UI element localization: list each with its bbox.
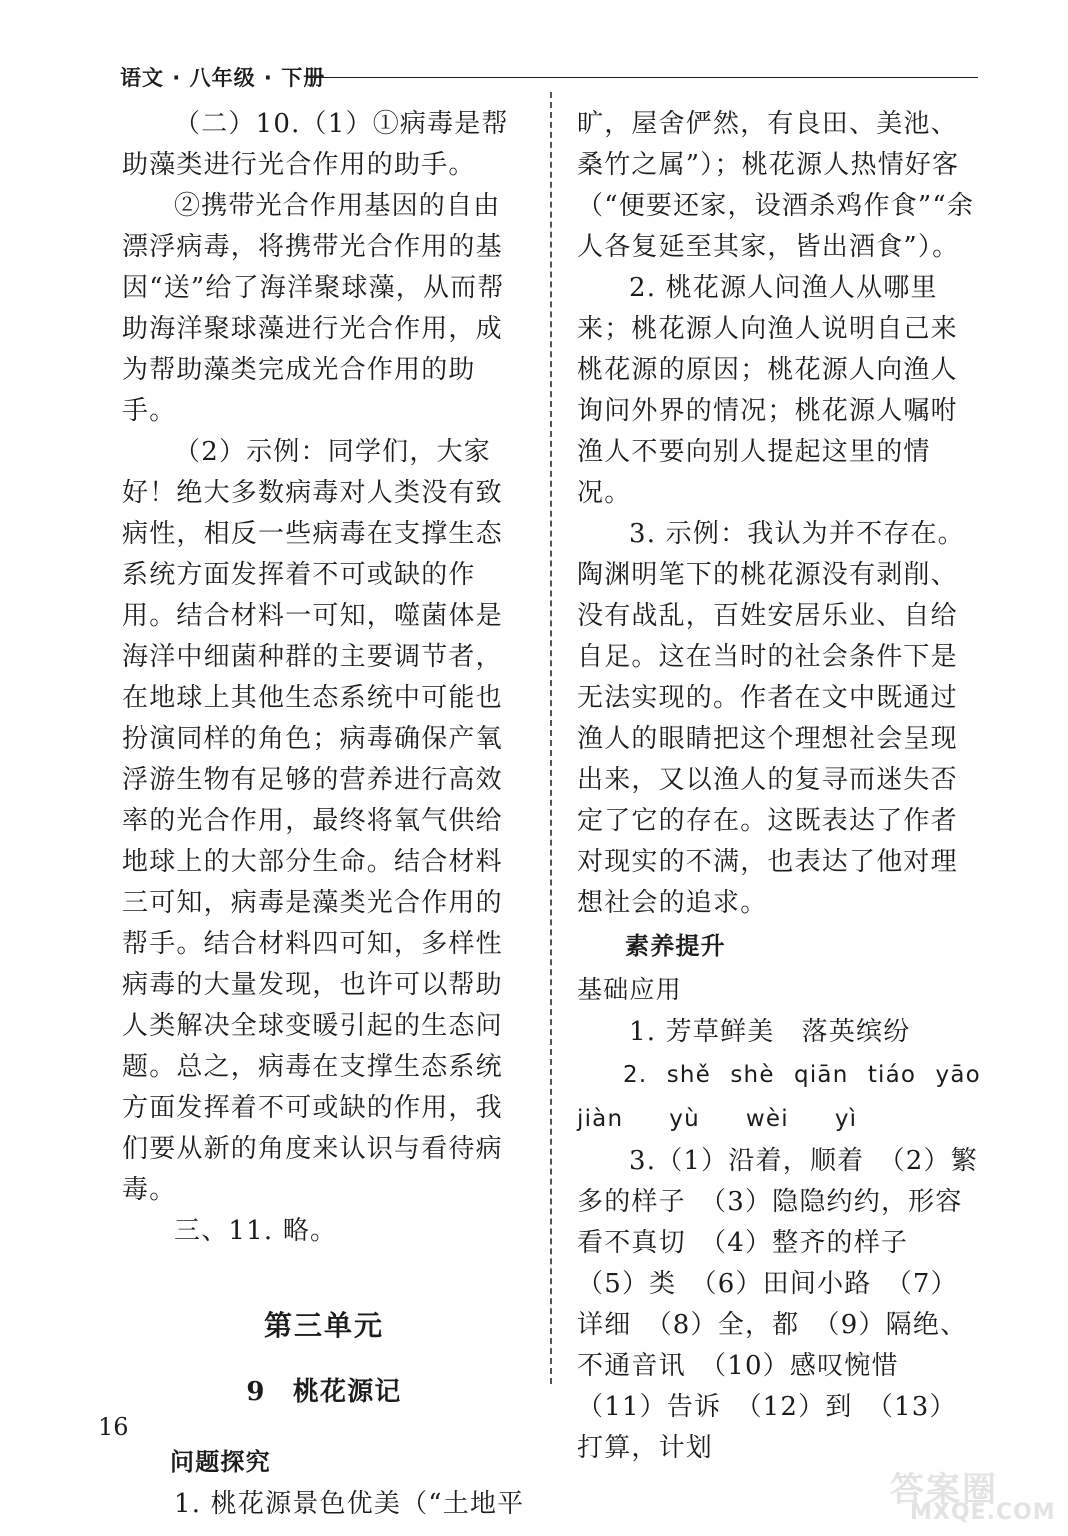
header-rule bbox=[308, 77, 978, 78]
basic-answer-1: 1. 芳草鲜美 落英缤纷 bbox=[629, 1017, 911, 1047]
basic-answer-2-label: 2. bbox=[623, 1062, 648, 1088]
watermark-logo bbox=[884, 1462, 1054, 1528]
answer-10-2: （2）示例：同学们，大家好！绝大多数病毒对人类没有致病性，相反一些病毒在支撑生态系统方面发挥着不可或缺的作用。结合材料一可知，噬菌体是海洋中细菌种群的主要调节者，在地球上其他生态系统中可能也扮演同样的角色；病毒确保产氧浮游生物有足够的营养进行高效率的光合作用，最终将氧气供给地球上的大部分生命。结合材料三可知，病毒是藻类光合作用的帮手。结合材料四可知，多样性病毒的大量发现，也许可以帮助人类解决全球变暖引起的生态问题。总之，病毒在支撑生态系统方面发挥着不可或缺的作用，我们要从新的角度来认识与看待病毒。 bbox=[122, 437, 503, 1205]
right-column bbox=[577, 104, 981, 1469]
pinyin-item: yāo bbox=[935, 1062, 981, 1088]
pinyin-row-2 bbox=[577, 1097, 981, 1141]
answer-10-1: （二）10.（1）①病毒是帮助藻类进行光合作用的助手。 bbox=[122, 109, 509, 180]
watermark-url: MXQE.COM bbox=[910, 1500, 1056, 1525]
answer-11: 三、11. 略。 bbox=[174, 1216, 338, 1246]
answer-1-start: 1. 桃花源景色优美（“土地平 bbox=[174, 1489, 525, 1519]
page-number: 16 bbox=[98, 1413, 129, 1441]
pinyin-item: tiáo bbox=[867, 1062, 917, 1088]
pinyin-item: yù bbox=[669, 1106, 700, 1132]
section-heading-suyang-tisheng: 素养提升 bbox=[625, 932, 726, 960]
pinyin-item: shě bbox=[666, 1062, 712, 1088]
answer-2: 2. 桃花源人问渔人从哪里来；桃花源人向渔人说明自己来桃花源的原因；桃花源人向渔人询问外界的情况；桃花源人嘱咐渔人不要向别人提起这里的情况。 bbox=[577, 273, 958, 508]
unit-title: 第三单元 bbox=[263, 1309, 384, 1342]
pinyin-item: wèi bbox=[745, 1106, 789, 1132]
basic-answer-3: 3.（1）沿着，顺着 （2）繁多的样子 （3）隐隐约约，形容看不真切 （4）整齐的样子 （5）类 （6）田间小路 （7）详细 （8）全，都 （9）隔绝、不通音讯 （10）感叹惋惜 （11）告诉 （12）到 （13）打算，计划 bbox=[577, 1146, 978, 1463]
lesson-title: 9 桃花源记 bbox=[246, 1377, 402, 1407]
pinyin-row-1 bbox=[577, 1053, 981, 1097]
watermark-text: 答案圈 bbox=[890, 1470, 998, 1510]
pinyin-item: jiàn bbox=[577, 1106, 624, 1132]
running-head: 语文 · 八年级 · 下册 bbox=[120, 66, 326, 90]
answer-10-1-b: ②携带光合作用基因的自由漂浮病毒，将携带光合作用的基因“送”给了海洋聚球藻，从而帮助海洋聚球藻进行光合作用，成为帮助藻类完成光合作用的助手。 bbox=[122, 191, 505, 426]
answer-3: 3. 示例：我认为并不存在。陶渊明笔下的桃花源没有剥削、没有战乱，百姓安居乐业、自给自足。这在当时的社会条件下是无法实现的。作者在文中既通过渔人的眼睛把这个理想社会呈现出来，又以渔人的复寻而迷失否定了它的存在。这既表达了作者对现实的不满，也表达了他对理想社会的追求。 bbox=[577, 519, 965, 918]
section-heading-wenti-tanjiu: 问题探究 bbox=[170, 1448, 271, 1476]
left-column bbox=[122, 104, 526, 1525]
column-divider bbox=[550, 92, 552, 1384]
pinyin-item: shè bbox=[730, 1062, 775, 1088]
pinyin-item: qiān bbox=[794, 1062, 849, 1088]
sub-heading-jichu-yingyong: 基础应用 bbox=[577, 975, 682, 1004]
pinyin-item: yì bbox=[834, 1106, 858, 1132]
answer-1-continued: 旷，屋舍俨然，有良田、美池、桑竹之属”）；桃花源人热情好客（“便要还家，设酒杀鸡作食”“余人各复延至其家，皆出酒食”）。 bbox=[577, 109, 975, 262]
